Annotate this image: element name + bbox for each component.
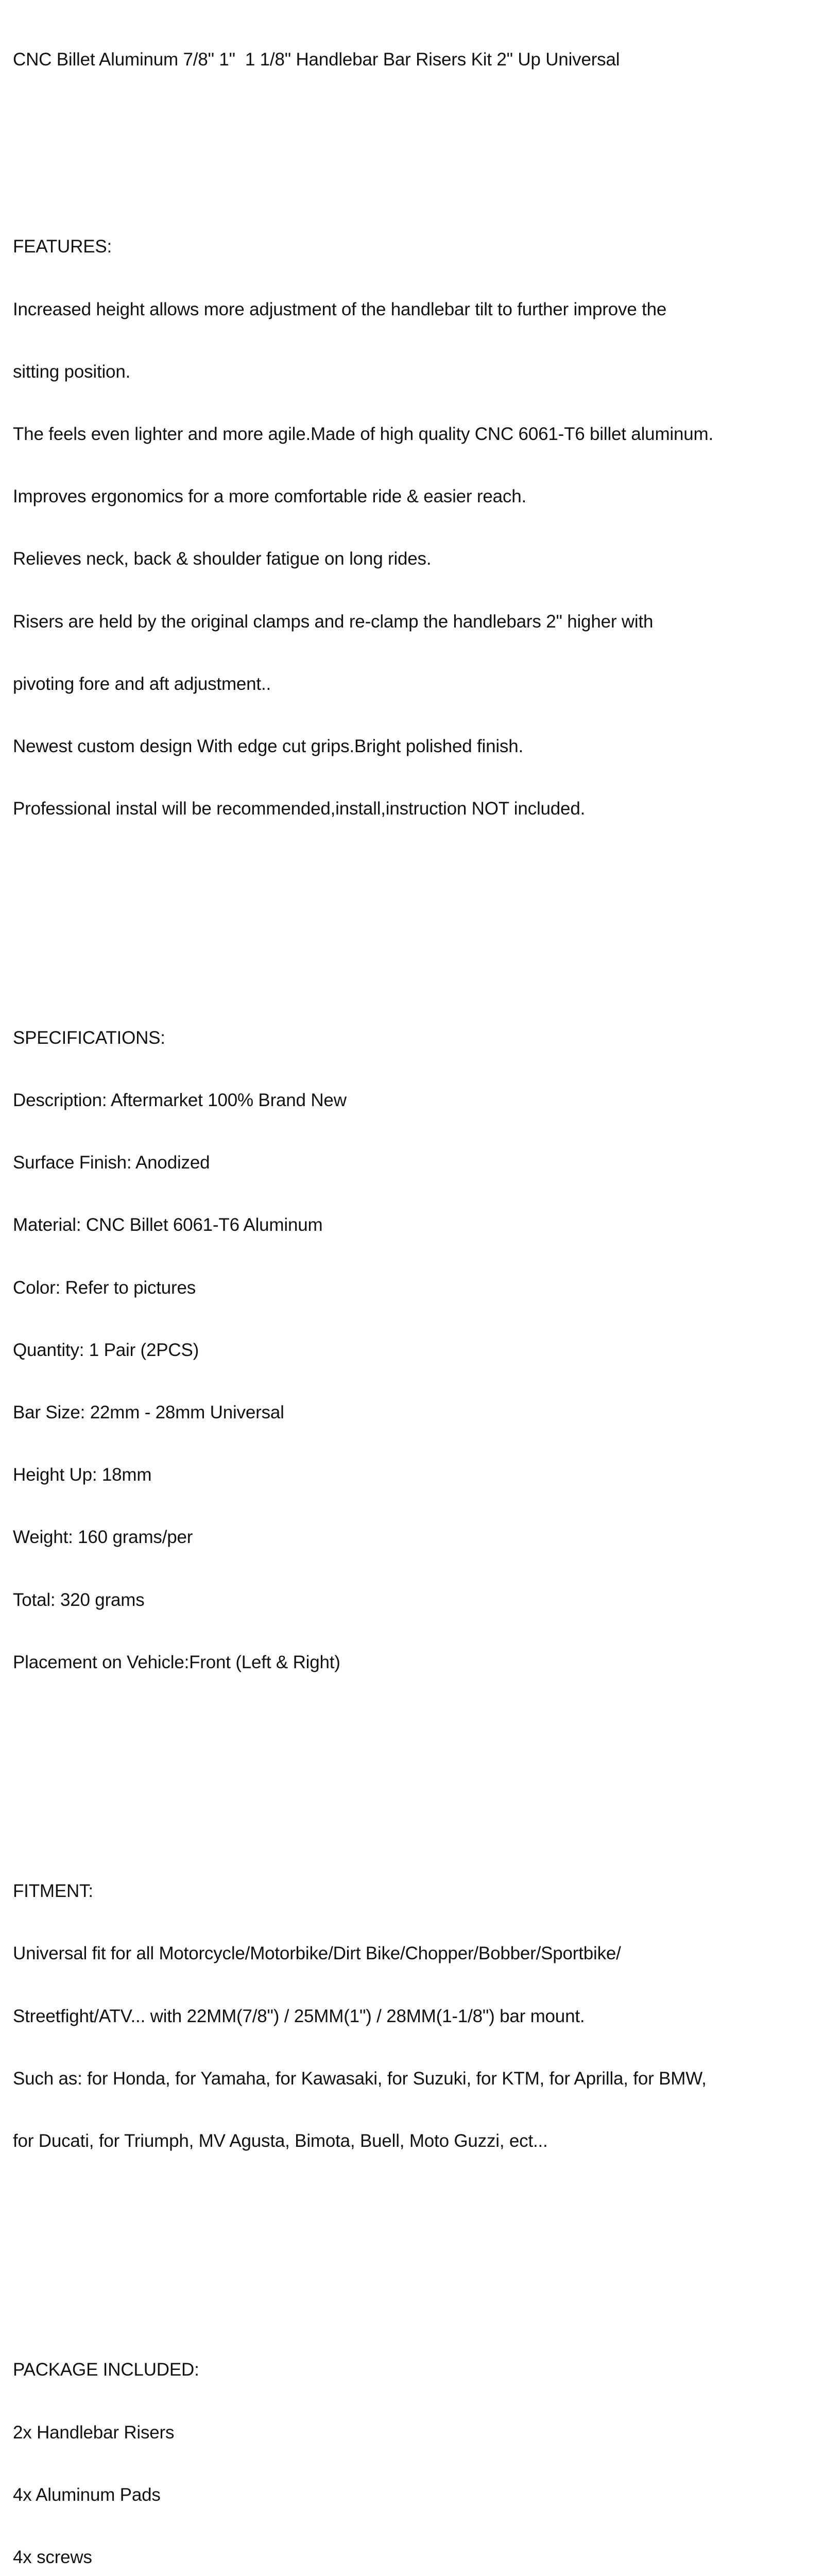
features-line: Improves ergonomics for a more comfortable ride & easier reach.: [13, 486, 526, 507]
features-line: pivoting fore and aft adjustment..: [13, 673, 271, 694]
features-line: Relieves neck, back & shoulder fatigue on long rides.: [13, 549, 432, 569]
features-line: sitting position.: [13, 361, 131, 382]
features-line: Newest custom design With edge cut grips.Bright polished finish.: [13, 736, 524, 757]
features-line: The feels even lighter and more agile.Made of high quality CNC 6061-T6 billet aluminum.: [13, 424, 713, 445]
features-line: Increased height allows more adjustment of the handlebar tilt to further improve the: [13, 299, 667, 319]
spec-line: Placement on Vehicle:Front (Left & Right): [13, 1652, 340, 1672]
features-line: Professional instal will be recommended,install,instruction NOT included.: [13, 799, 586, 819]
spec-line: Material: CNC Billet 6061-T6 Aluminum: [13, 1215, 323, 1235]
spec-line: Description: Aftermarket 100% Brand New: [13, 1090, 347, 1110]
spec-line: Weight: 160 grams/per: [13, 1527, 193, 1548]
package-heading: PACKAGE INCLUDED:: [13, 2360, 199, 2380]
product-title: CNC Billet Aluminum 7/8" 1" 1 1/8" Handlebar Bar Risers Kit 2" Up Universal: [13, 49, 620, 70]
spec-line: Surface Finish: Anodized: [13, 1153, 210, 1173]
specifications-section: [13, 986, 816, 1715]
specifications-heading: SPECIFICATIONS:: [13, 1027, 165, 1048]
package-line: 4x Aluminum Pads: [13, 2484, 161, 2505]
spec-line: Color: Refer to pictures: [13, 1277, 196, 1298]
fitment-line: Such as: for Honda, for Yamaha, for Kawasaki, for Suzuki, for KTM, for Aprilla, for BMW,: [13, 2068, 707, 2089]
spec-line: Bar Size: 22mm - 28mm Universal: [13, 1402, 284, 1422]
spacer: [13, 2235, 816, 2256]
spec-line: Quantity: 1 Pair (2PCS): [13, 1340, 199, 1360]
product-description-document: [13, 8, 816, 2576]
fitment-heading: FITMENT:: [13, 1881, 93, 1902]
spacer: [13, 903, 816, 923]
package-line: 2x Handlebar Risers: [13, 2422, 175, 2443]
fitment-line: for Ducati, for Triumph, MV Agusta, Bimota, Buell, Moto Guzzi, ect...: [13, 2130, 548, 2151]
spacer: [13, 112, 816, 132]
package-line: 4x screws: [13, 2547, 92, 2568]
fitment-line: Streetfight/ATV... with 22MM(7/8") / 25MM(1") / 28MM(1-1/8") bar mount.: [13, 2006, 585, 2026]
spacer: [13, 1756, 816, 1777]
spec-line: Height Up: 18mm: [13, 1465, 152, 1485]
package-section: [13, 2318, 816, 2576]
fitment-section: [13, 1839, 816, 2193]
features-line: Risers are held by the original clamps and re-clamp the handlebars 2" higher with: [13, 611, 654, 632]
features-section: [13, 195, 816, 861]
fitment-line: Universal fit for all Motorcycle/Motorbike/Dirt Bike/Chopper/Bobber/Sportbike/: [13, 1943, 621, 1964]
spec-line: Total: 320 grams: [13, 1589, 145, 1610]
features-heading: FEATURES:: [13, 236, 112, 257]
